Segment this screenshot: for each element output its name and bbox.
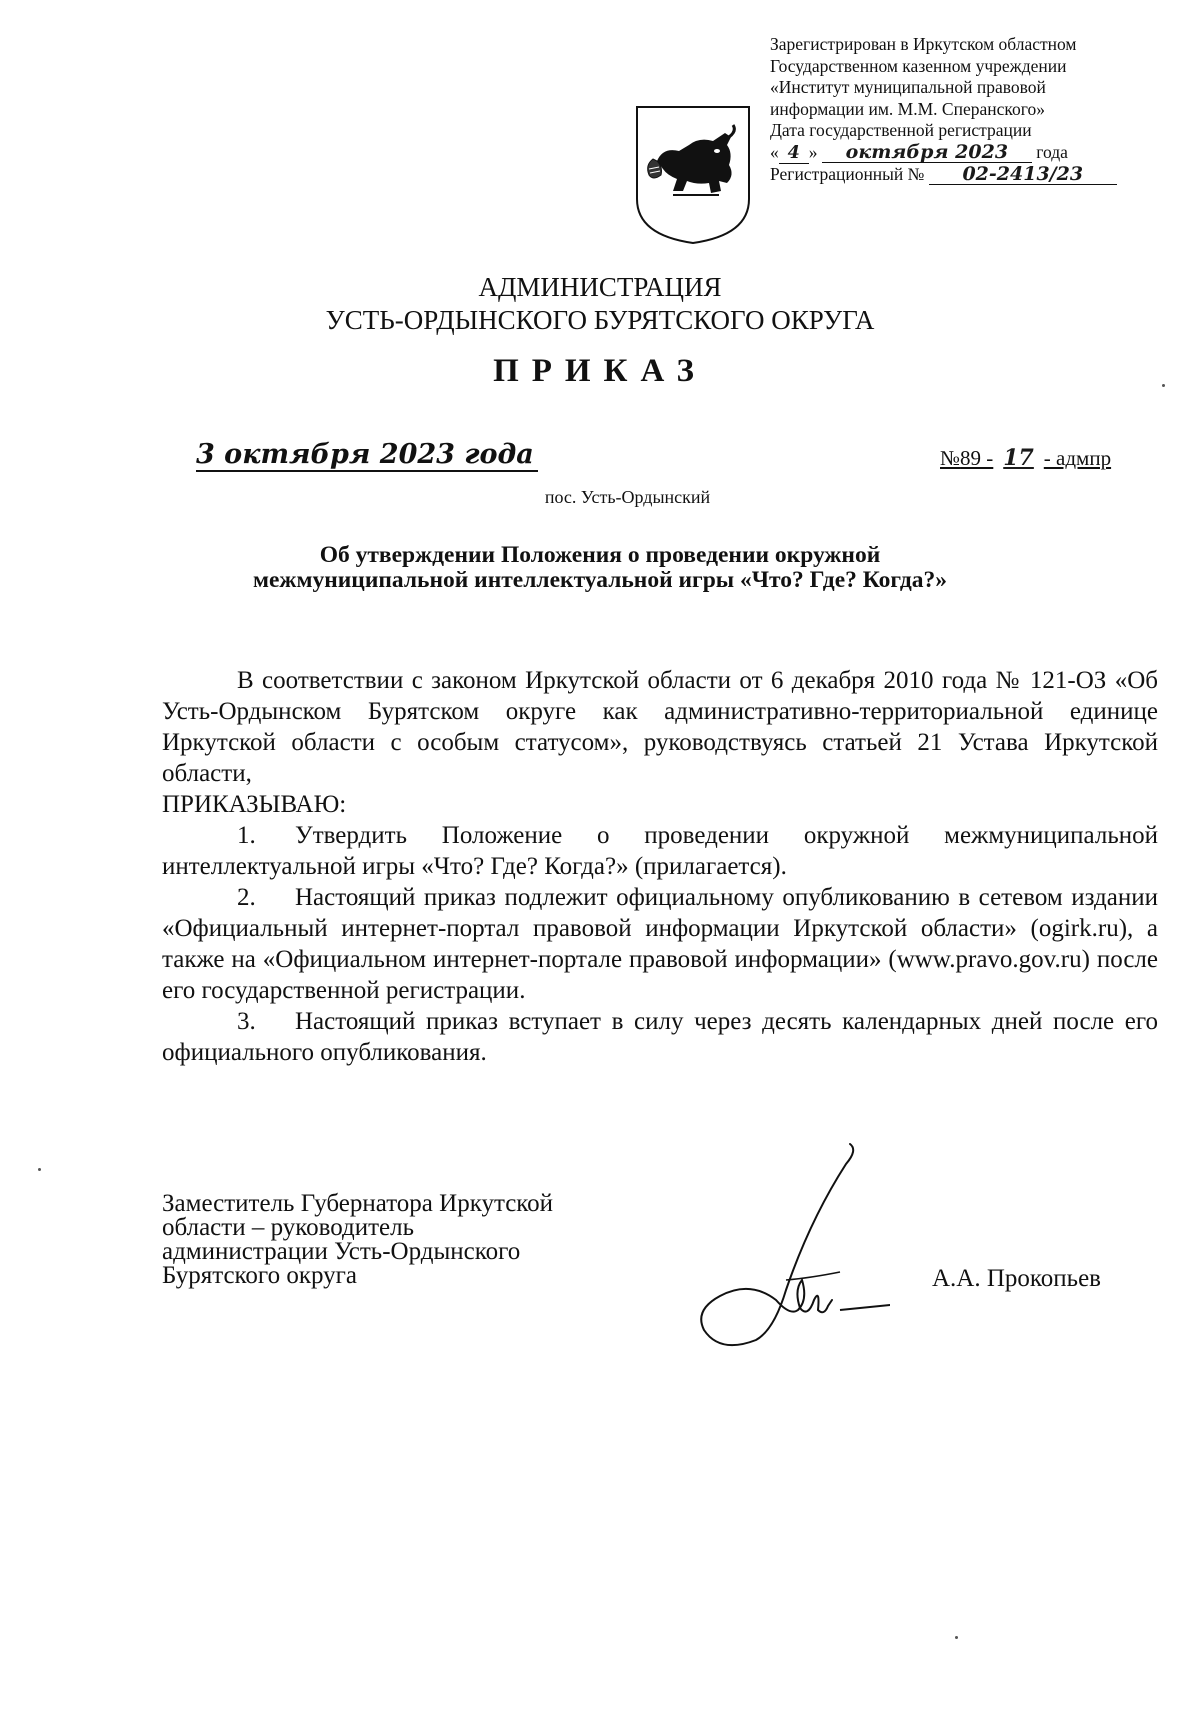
signatory-name: А.А. Прокопьев	[932, 1265, 1101, 1292]
heading-line2: межмуниципальной интеллектуальной игры «Что? Где? Когда?»	[252, 567, 948, 593]
item-number: 3.	[237, 1008, 256, 1035]
document-heading	[0, 543, 1200, 593]
stamp-line: информации им. М.М. Сперанского»	[770, 98, 1045, 119]
org-name-line1: АДМИНИСТРАЦИЯ	[478, 272, 722, 302]
number-part1: 89 -	[960, 446, 994, 470]
stamp-registration-number	[770, 164, 1150, 186]
stamp-close-quote: »	[808, 141, 818, 162]
item-text: Настоящий приказ вступает в силу через десять календарных дней после его официального опубликования.	[162, 1008, 1158, 1066]
order-word: ПРИКАЗЫВАЮ:	[162, 791, 347, 818]
coat-of-arms-emblem	[633, 103, 753, 247]
order-item	[162, 882, 1158, 1006]
stamp-day: 4	[779, 143, 809, 164]
document-number	[940, 445, 1111, 471]
scan-speck	[1162, 384, 1165, 387]
item-text: Утвердить Положение о проведении окружной межмуниципальной интеллектуальной игры «Что? Где? Когда?» (прилагается).	[162, 822, 1158, 880]
item-text: Настоящий приказ подлежит официальному опубликованию в сетевом издании «Официальный интернет-портал правовой информации Иркутской области» (ogirk.ru), а также на «Официальном интернет-портале правовой информации» (www.pravo.gov.ru) после его государственной регистрации.	[162, 884, 1158, 1004]
number-part2: 17	[1003, 445, 1034, 471]
signatory-title-line: области – руководитель	[162, 1214, 415, 1241]
signatory-title-line: Заместитель Губернатора Иркутской	[162, 1190, 554, 1217]
registration-stamp	[770, 34, 1150, 185]
stamp-reg-label: Регистрационный №	[770, 163, 925, 184]
stamp-month-year: октября 2023	[822, 142, 1032, 163]
signatory-title-line: Бурятского округа	[162, 1262, 357, 1289]
document-type-title: ПРИКАЗ	[493, 353, 707, 389]
order-item	[162, 1006, 1158, 1068]
preamble-paragraph: В соответствии с законом Иркутской области от 6 декабря 2010 года № 121-ОЗ «Об Усть-Ордынском Бурятском округе как административно-территориальной единице Иркутской области с особым статусом», руководствуясь статьей 21 Устава Иркутской области,	[162, 667, 1158, 787]
stamp-line: Зарегистрирован в Иркутском областном	[770, 34, 1077, 54]
stamp-line: Государственном казенном учреждении	[770, 55, 1067, 76]
stamp-open-quote: «	[770, 141, 779, 162]
order-item	[162, 820, 1158, 882]
item-number: 2.	[237, 884, 256, 911]
scan-speck	[38, 1168, 41, 1171]
org-name-line2: УСТЬ-ОРДЫНСКОГО БУРЯТСКОГО ОКРУГА	[325, 305, 875, 335]
place-of-issue: пос. Усть-Ордынский	[544, 487, 711, 507]
stamp-line: «Институт муниципальной правовой	[770, 77, 1046, 97]
stamp-reg-number: 02-2413/23	[929, 164, 1117, 185]
number-suffix: - адмпр	[1043, 446, 1112, 470]
handwritten-date: 3 октября 2023 года	[196, 440, 538, 472]
number-prefix: №	[940, 446, 961, 470]
heading-line1: Об утверждении Положения о проведении окружной	[319, 542, 881, 568]
signatory-title-line: администрации Усть-Ордынского	[162, 1238, 521, 1265]
scan-speck	[955, 1636, 958, 1639]
stamp-line: Дата государственной регистрации	[770, 120, 1032, 140]
item-number: 1.	[237, 822, 256, 849]
stamp-year-word: года	[1036, 141, 1068, 162]
document-body	[162, 665, 1158, 1068]
stamp-registration-date	[770, 142, 1150, 164]
signatory-title	[162, 1192, 553, 1288]
handwritten-signature	[690, 1140, 890, 1360]
